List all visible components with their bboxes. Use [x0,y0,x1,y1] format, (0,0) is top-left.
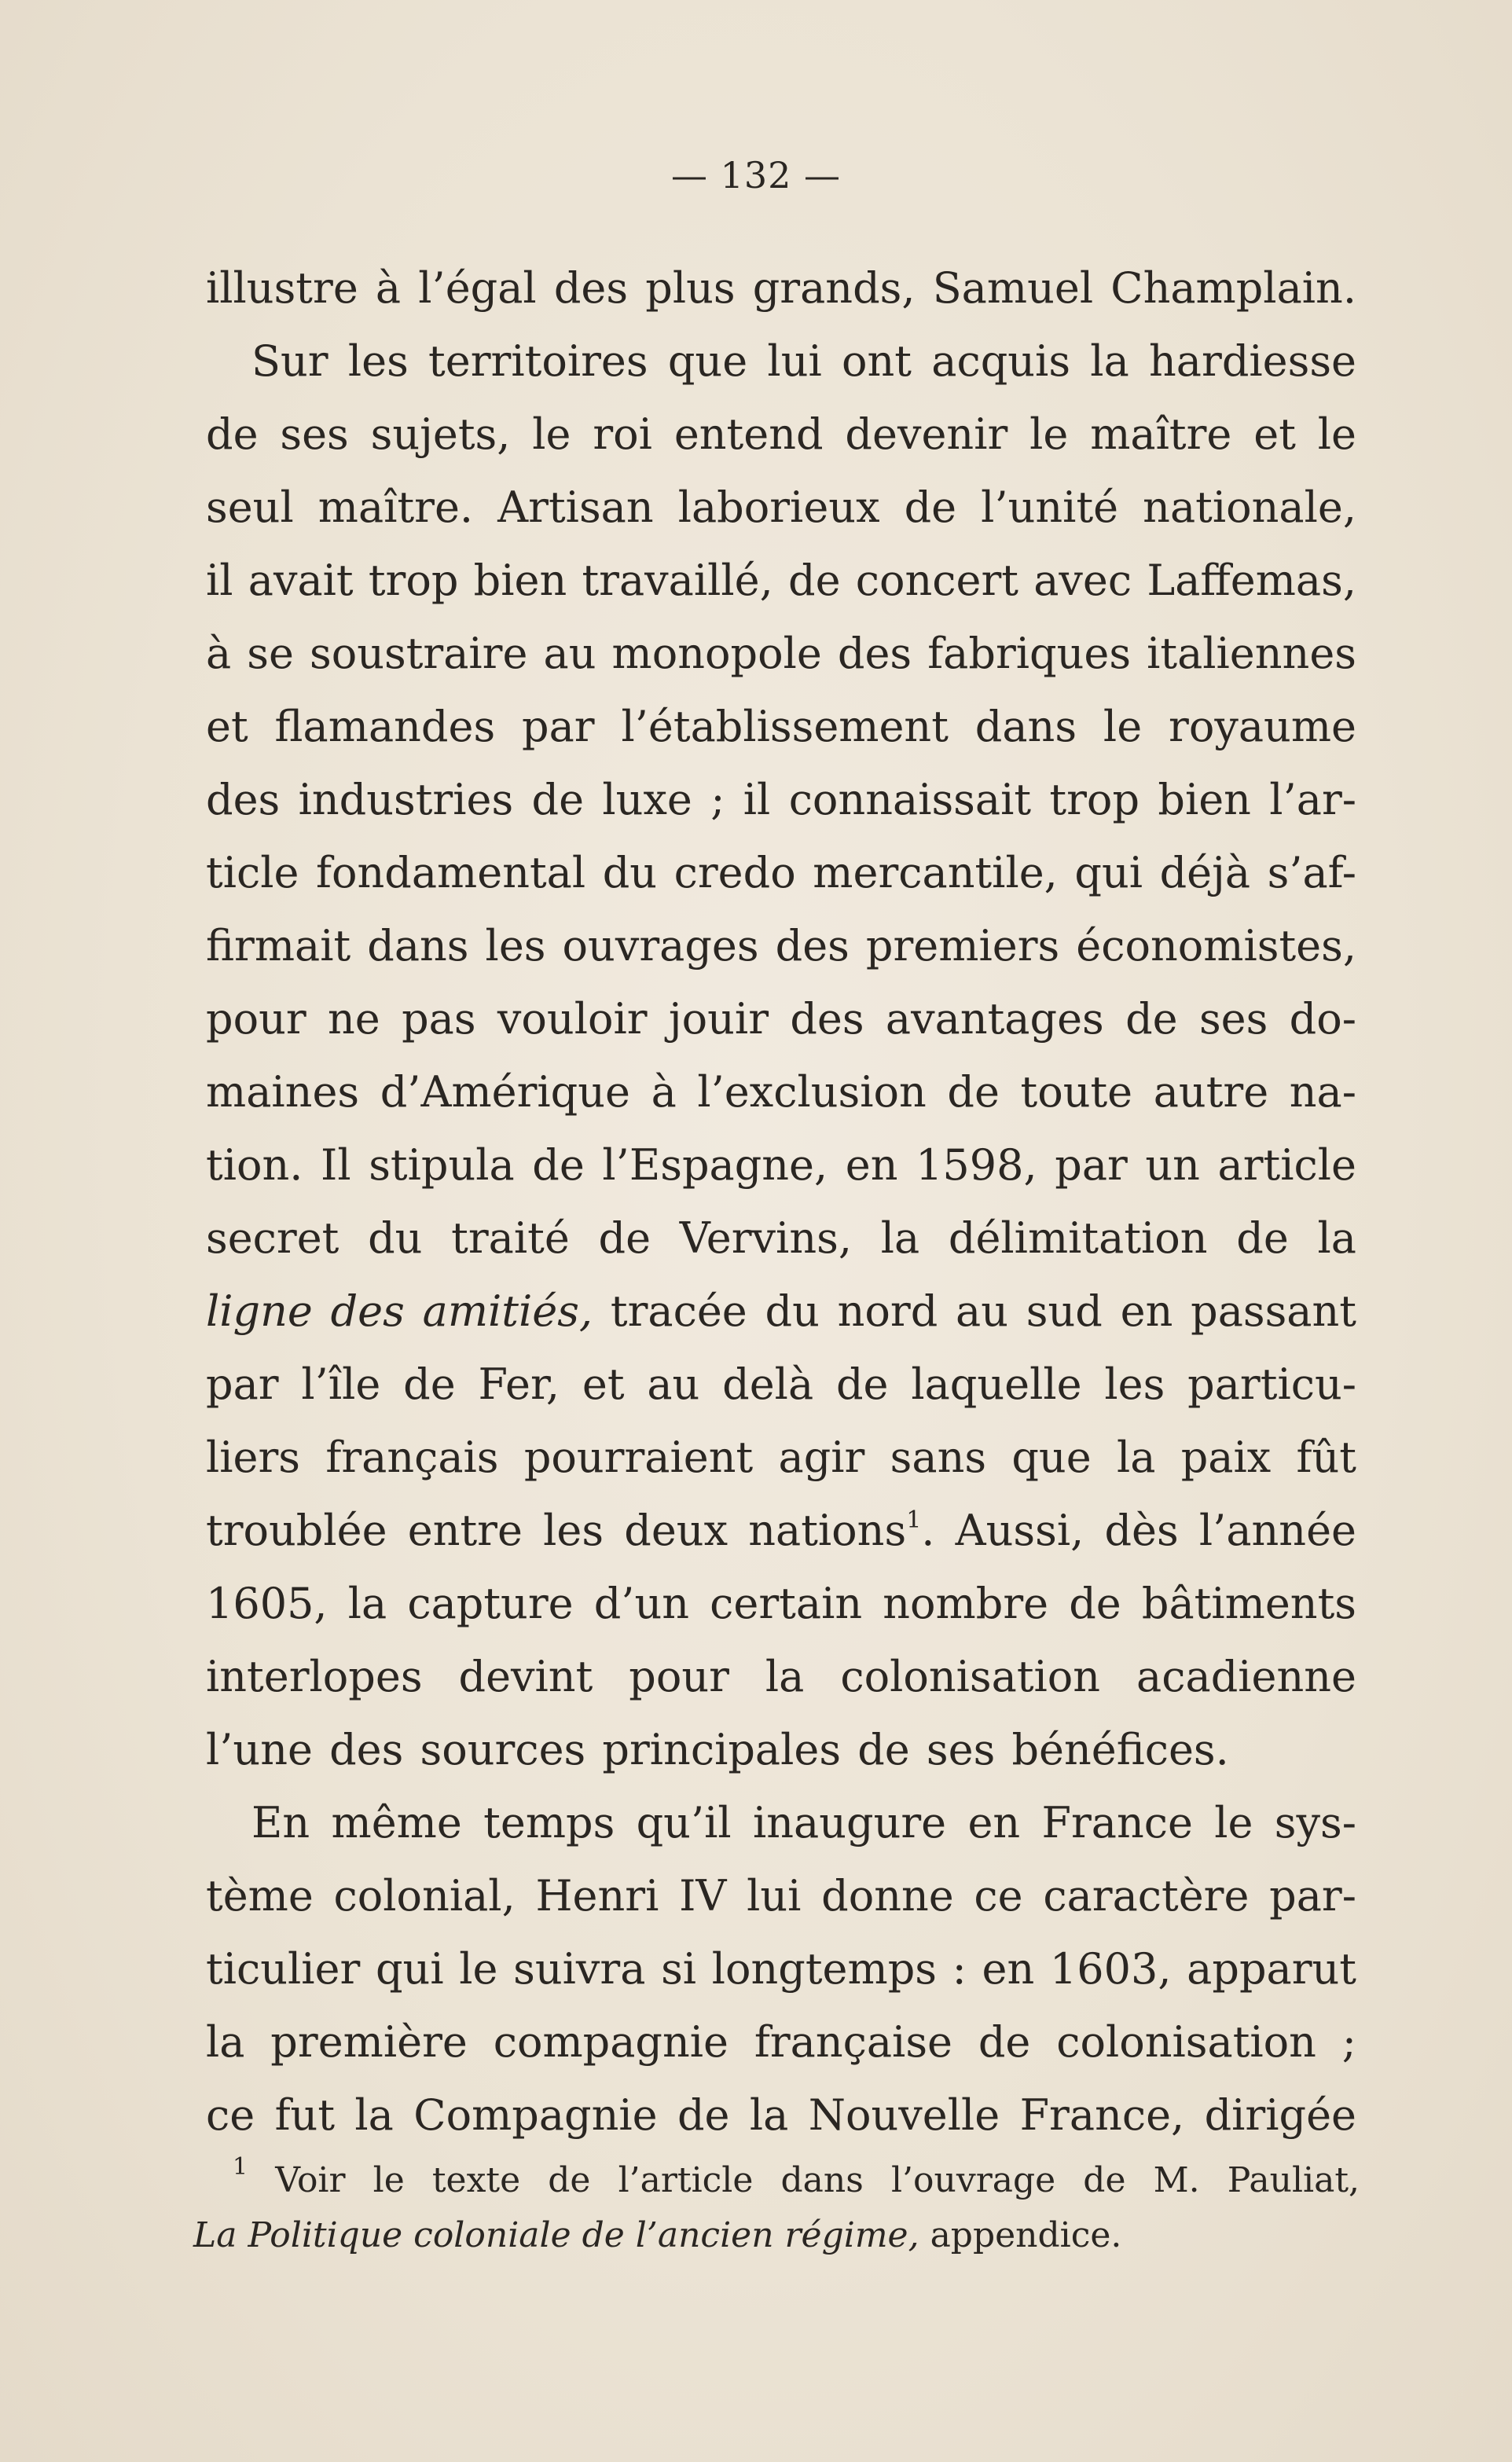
text-line: maines d’Amérique à l’exclusion de toute autre na- [206,1067,1356,1117]
footnote-reference[interactable]: 1 [906,1506,922,1534]
text-line: secret du traité de Vervins, la délimitation de la [206,1213,1356,1263]
page-number: — 132 — [670,154,842,196]
text-line: En même temps qu’il inaugure en France le sys- [251,1798,1356,1847]
text-line: l’une des sources principales de ses bénéfices. [206,1725,1229,1774]
text-line: pour ne pas vouloir jouir des avantages de ses do- [206,994,1356,1044]
text-line: tème colonial, Henri IV lui donne ce caractère par- [206,1871,1356,1921]
text-line: interlopes devint pour la colonisation acadienne [206,1652,1356,1701]
body-text [206,251,1356,2152]
text-line: des industries de luxe ; il connaissait trop bien l’ar- [206,775,1356,824]
text-line: et flamandes par l’établissement dans le royaume [206,702,1356,751]
text-line: 1605, la capture d’un certain nombre de bâtiments [206,1579,1356,1628]
text-line: la première compagnie française de colonisation ; [206,2017,1356,2067]
text-line: troublée entre les deux nations$^1$. Aussi, dès l’année [206,1506,1357,1555]
text-line: ticulier qui le suivra si longtemps : en 1603, apparut [206,1944,1356,1994]
footnote-line: $^1$ Voir le texte de l’article dans l’ouvrage de M. Pauliat, [233,2153,1360,2200]
text-line: seul maître. Artisan laborieux de l’unité nationale, [206,482,1356,532]
text-line: liers français pourraient agir sans que la paix fût [206,1433,1356,1482]
text-line: par l’île de Fer, et au delà de laquelle les particu- [206,1359,1356,1409]
text-line: Sur les territoires que lui ont acquis la hardiesse [251,336,1356,386]
text-line: à se soustraire au monopole des fabriques italiennes [206,629,1356,678]
text-line: de ses sujets, le roi entend devenir le maître et le [206,409,1356,459]
text-line: ticle fondamental du credo mercantile, qui déjà s’af- [206,848,1356,897]
text-line: tion. Il stipula de l’Espagne, en 1598, par un article [206,1140,1356,1190]
footnote-line: La Politique coloniale de l’ancien régime, appendice. [193,2215,1122,2255]
text-line: illustre à l’égal des plus grands, Samuel Champlain. [206,263,1356,313]
footnote [193,2153,1360,2263]
text-line: ce fut la Compagnie de la Nouvelle France, dirigée [206,2090,1356,2140]
italic-phrase: ligne des amitiés, [206,1286,593,1336]
footnote-marker: 1 [233,2153,248,2181]
footnote-title: La Politique coloniale de l’ancien régime, [193,2215,919,2255]
text-line: ligne des amitiés, tracée du nord au sud en passant [206,1286,1356,1336]
text-line: il avait trop bien travaillé, de concert avec Laffemas, [206,556,1356,605]
text-line: firmait dans les ouvrages des premiers économistes, [206,921,1356,970]
